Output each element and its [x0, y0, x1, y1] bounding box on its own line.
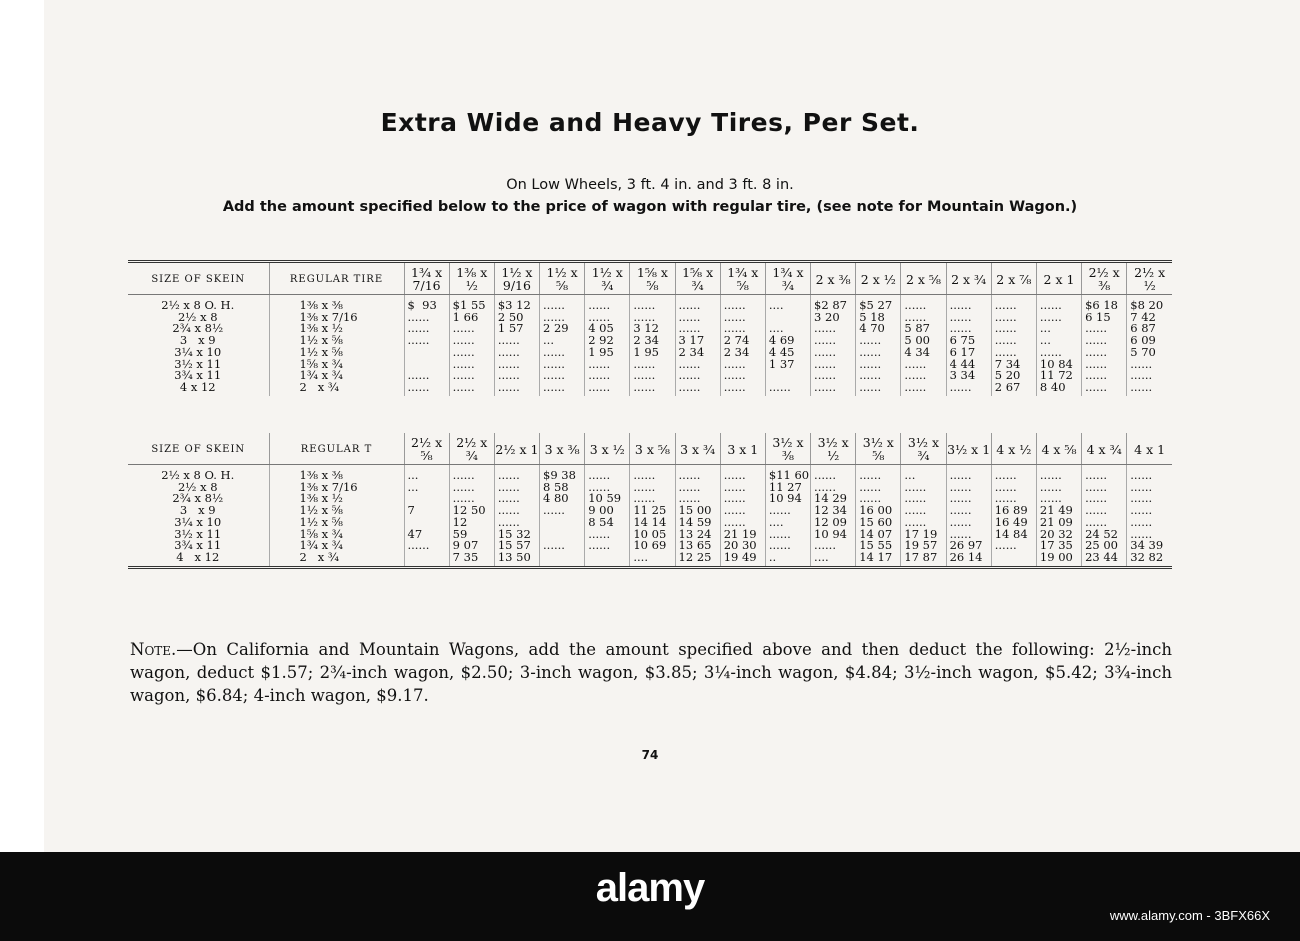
page-instruction: Add the amount specified below to the price of wagon with regular tire, (see note for Mountain Wagon.): [222, 199, 1078, 215]
price-cell: ... ... 7 47 ......: [404, 465, 449, 568]
column-header: 2 x ⅝: [901, 262, 946, 295]
price-cell: $ 93 ...... ...... ...... ...... ......: [404, 295, 449, 396]
header-regular-tire: REGULAR T: [269, 433, 404, 465]
price-cell: ...... ...... 2 29 ... ...... ...... ...... ......: [540, 295, 585, 396]
price-cell: ...... ...... ...... ...... ...... 7 34 5 20 2 67: [991, 295, 1036, 396]
price-cell: ...... ...... ...... 15 00 14 59 13 24 13 65 12 25: [675, 465, 720, 568]
price-cell: ...... ...... ...... 6 75 6 17 4 44 3 34 ......: [946, 295, 991, 396]
column-header: 4 x ½: [991, 433, 1036, 465]
column-header: 3½ x ¾: [901, 433, 946, 465]
column-header: 2 x ⅜: [811, 262, 856, 295]
price-table-2: [128, 433, 1172, 569]
price-cell: ... ...... ...... ...... ...... 17 19 19 57 17 87: [901, 465, 946, 568]
column-header: 1⅝ x ¾: [675, 262, 720, 295]
column-header: 2 x ⅞: [991, 262, 1036, 295]
price-cell: ...... ...... ...... 16 89 16 49 14 84 ......: [991, 465, 1036, 568]
regular-tire-cell: 1⅜ x ⅜ 1⅜ x 7/16 1⅜ x ½ 1½ x ⅝ 1½ x ⅝ 1⅝ x ¾ 1¾ x ¾ 2 x ¾: [269, 295, 404, 396]
column-header: 2 x ¾: [946, 262, 991, 295]
column-header: 1¾ x 7/16: [404, 262, 449, 295]
column-header: 3 x 1: [720, 433, 765, 465]
skein-sizes-cell: 2½ x 8 O. H. 2½ x 8 2¾ x 8½ 3 x 9 3¼ x 10 3½ x 11 3¾ x 11 4 x 12: [128, 465, 269, 568]
table-header-row: [128, 433, 1172, 465]
price-cell: .... .... 4 69 4 45 1 37 ......: [765, 295, 810, 396]
price-cell: ...... ...... 14 29 12 34 12 09 10 94 ...... ....: [811, 465, 856, 568]
note-text: —On California and Mountain Wagons, add the amount specified above and then deduct the following: 2½-inch wagon, deduct $1.57; 2¾-inch wagon, $2.50; 3-inch wagon, $3.85; 3¼-inch wagon, $4.84; 3½-inch wagon, $5.42; 3¾-inch wagon, $6.84; 4-inch wagon, $9.17.: [130, 640, 1172, 705]
price-cell: $6 18 6 15 ...... ...... ...... ...... ...... ......: [1082, 295, 1127, 396]
header-regular-tire: REGULAR TIRE: [269, 262, 404, 295]
column-header: 1½ x 9/16: [494, 262, 539, 295]
price-cell: ...... ...... 3 12 2 34 1 95 ...... ...... ......: [630, 295, 675, 396]
watermark-image-id: www.alamy.com - 3BFX66X: [1109, 908, 1270, 923]
column-header: 2½ x 1: [494, 433, 539, 465]
price-cell: $8 20 7 42 6 87 6 09 5 70 ...... ...... ......: [1130, 298, 1164, 394]
price-cell: ...... ...... ...... ...... ...... 15 32 15 57 13 50: [494, 465, 539, 568]
column-header: 3 x ½: [585, 433, 630, 465]
price-cell: ...... ...... 10 59 9 00 8 54 ...... ......: [585, 465, 630, 568]
column-header: 1⅜ x ½: [449, 262, 494, 295]
column-header: 4 x ¾: [1082, 433, 1127, 465]
column-header: 3½ x ⅝: [856, 433, 901, 465]
watermark-logo: alamy: [595, 866, 705, 910]
column-header: 1¾ x ¾: [765, 262, 810, 295]
column-header: 4 x 1: [1127, 433, 1172, 465]
price-cell: ...... ...... ...... 21 49 21 09 20 32 17 35 19 00: [1036, 465, 1081, 568]
column-header: 2½ x ¾: [449, 433, 494, 465]
price-cell: $1 55 1 66 ...... ...... ...... ...... ...... ......: [449, 295, 494, 396]
price-cell: ...... ...... ...... ...... ...... 24 52 25 00 23 44: [1082, 465, 1127, 568]
column-header: 3 x ⅝: [630, 433, 675, 465]
table-header-row: [128, 262, 1172, 295]
price-cell: $11 60 11 27 10 94 ...... .... ...... ...... ..: [765, 465, 810, 568]
column-header: 2 x 1: [1036, 262, 1081, 295]
column-header: 1⅝ x ⅝: [630, 262, 675, 295]
column-header: 3½ x 1: [946, 433, 991, 465]
regular-tire-cell: 1⅜ x ⅜ 1⅜ x 7/16 1⅜ x ½ 1½ x ⅝ 1½ x ⅝ 1⅝ x ¾ 1¾ x ¾ 2 x ¾: [269, 465, 404, 568]
column-header: 2 x ½: [856, 262, 901, 295]
column-header: 2½ x ⅝: [404, 433, 449, 465]
column-header: 1½ x ¾: [585, 262, 630, 295]
price-cell: ...... ...... ...... 2 74 2 34 ...... ...... ......: [720, 295, 765, 396]
column-header: 1¾ x ⅝: [720, 262, 765, 295]
table-body-row: [128, 465, 1172, 568]
table-body-row: [128, 295, 1172, 396]
price-cell: ...... ...... ...... ...... ...... 21 19 20 30 19 49: [720, 465, 765, 568]
header-size-of-skein: SIZE OF SKEIN: [128, 433, 269, 465]
page-subtitle: On Low Wheels, 3 ft. 4 in. and 3 ft. 8 in.: [506, 177, 794, 193]
column-header: 4 x ⅝: [1036, 433, 1081, 465]
note-label: Note.: [130, 640, 177, 659]
price-cell: ...... ...... 4 05 2 92 1 95 ...... ...... ......: [585, 295, 630, 396]
price-cell: $5 27 5 18 4 70 ...... ...... ...... ...... ......: [856, 295, 901, 396]
price-cell: ...... ...... ...... 12 50 12 59 9 07 7 35: [449, 465, 494, 568]
column-header: 3½ x ½: [811, 433, 856, 465]
page-title: Extra Wide and Heavy Tires, Per Set.: [380, 108, 920, 137]
column-header: 2½ x ½: [1127, 262, 1172, 295]
column-header: 3½ x ⅜: [765, 433, 810, 465]
price-cell: ...... ...... ...... 3 17 2 34 ...... ...... ......: [675, 295, 720, 396]
price-cell: ...... ...... 5 87 5 00 4 34 ...... ...... ......: [901, 295, 946, 396]
price-cell: $2 87 3 20 ...... ...... ...... ...... ...... ......: [811, 295, 856, 396]
column-header: 3 x ¾: [675, 433, 720, 465]
header-size-of-skein: SIZE OF SKEIN: [128, 262, 269, 295]
column-header: 3 x ⅜: [540, 433, 585, 465]
skein-sizes-cell: 2½ x 8 O. H. 2½ x 8 2¾ x 8½ 3 x 9 3¼ x 10 3½ x 11 3¾ x 11 4 x 12: [128, 295, 269, 396]
price-cell: $3 12 2 50 1 57 ...... ...... ...... ...... ......: [494, 295, 539, 396]
price-cell: ...... ...... ...... 11 25 14 14 10 05 10 69 ....: [630, 465, 675, 568]
column-header: 2½ x ⅜: [1082, 262, 1127, 295]
page-number: 74: [641, 748, 659, 762]
note-paragraph: [130, 638, 1172, 707]
price-cell: ...... ...... ...... 16 00 15 60 14 07 15 55 14 17: [856, 465, 901, 568]
price-table-1: [128, 260, 1172, 396]
price-cell: ...... ...... ... ... ...... 10 84 11 72 8 40: [1036, 295, 1081, 396]
price-cell: ...... ...... ...... ...... ...... ...... 26 97 26 14: [946, 465, 991, 568]
price-cell: $9 38 8 58 4 80 ...... ......: [540, 465, 585, 568]
price-cell: ...... ...... ...... ...... ...... ...... 34 39 32 82: [1130, 468, 1164, 564]
column-header: 1½ x ⅝: [540, 262, 585, 295]
